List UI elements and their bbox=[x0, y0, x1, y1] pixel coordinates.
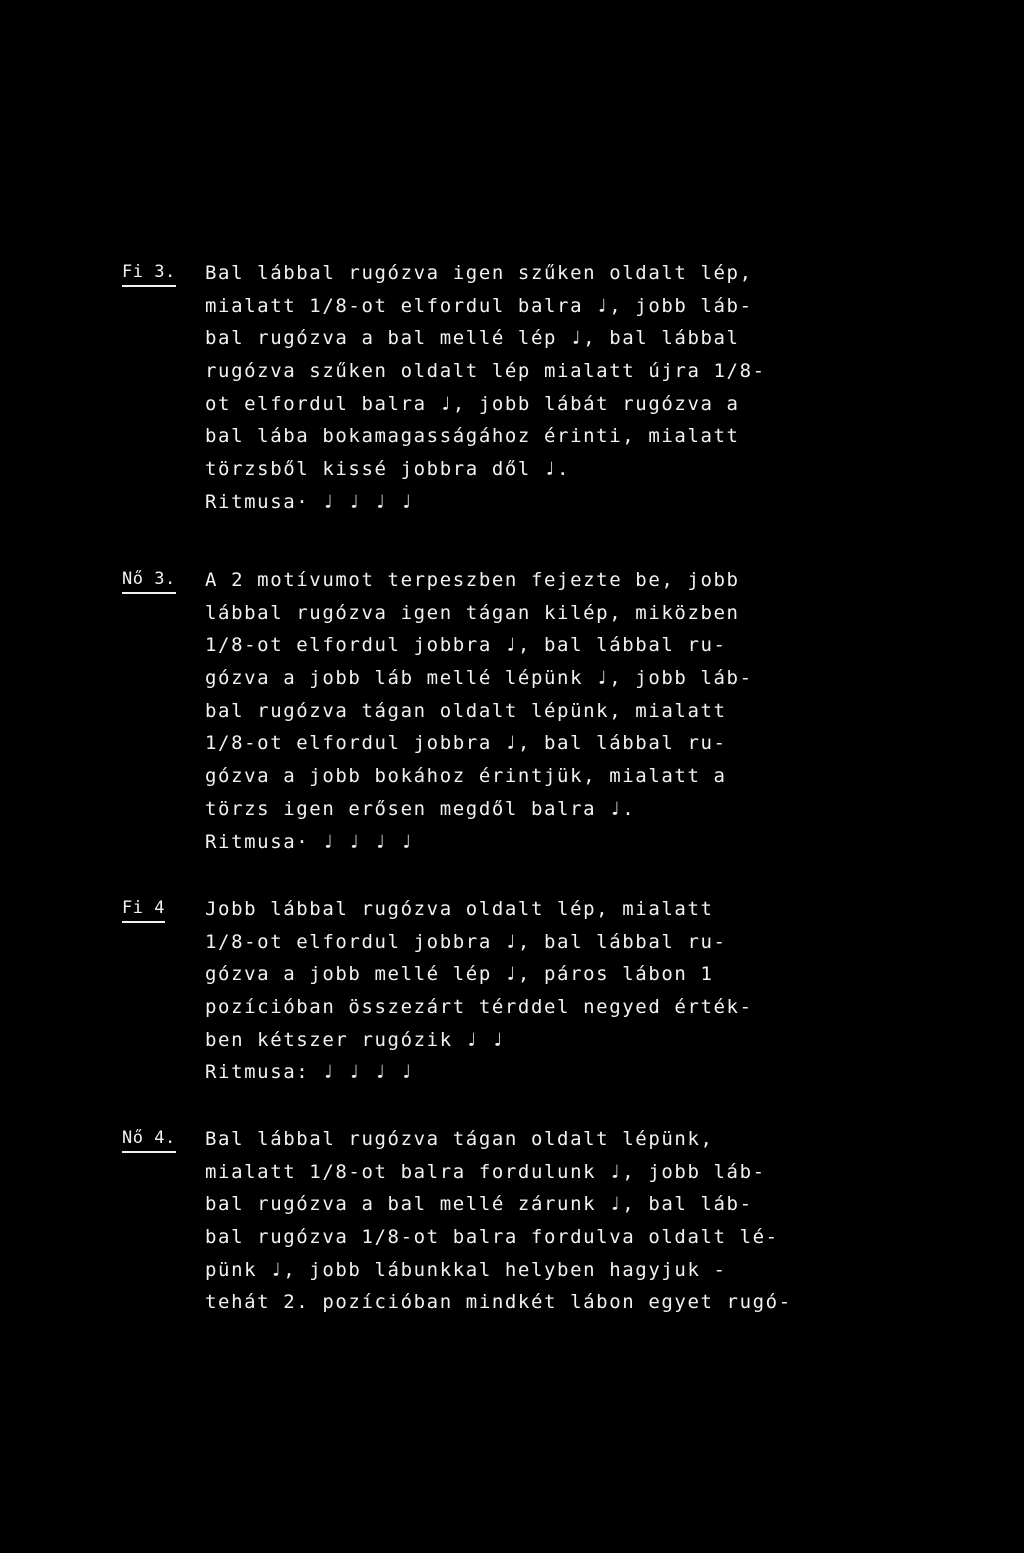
text-line: 1/8-ot elfordul jobbra ♩, bal lábbal ru- bbox=[205, 732, 727, 755]
text-line: bal rugózva a bal mellé lép ♩, bal lábbal bbox=[205, 327, 740, 350]
text-line: bal rugózva tágan oldalt lépünk, mialatt bbox=[205, 699, 727, 722]
text-line: mialatt 1/8-ot balra fordulunk ♩, jobb láb- bbox=[205, 1160, 766, 1183]
text-line: ben kétszer rugózik ♩ ♩ bbox=[205, 1028, 505, 1051]
text-line: rugózva szűken oldalt lép mialatt újra 1/8- bbox=[205, 360, 766, 383]
text-line: bal lába bokamagasságához érinti, mialatt bbox=[205, 425, 740, 448]
text-line: Bal lábbal rugózva tágan oldalt lépünk, bbox=[205, 1128, 714, 1150]
text-line: gózva a jobb bokához érintjük, mialatt a bbox=[205, 765, 727, 788]
text-line: bal rugózva a bal mellé zárunk ♩, bal láb- bbox=[205, 1193, 753, 1216]
text-line: ot elfordul balra ♩, jobb lábát rugózva a bbox=[205, 392, 740, 415]
rhythm-line: Ritmusa: ♩ ♩ ♩ ♩ bbox=[205, 1061, 414, 1084]
section-text bbox=[205, 1123, 792, 1319]
text-line: 1/8-ot elfordul jobbra ♩, bal lábbal ru- bbox=[205, 930, 727, 953]
text-line: törzsből kissé jobbra dől ♩. bbox=[205, 458, 571, 481]
text-line: mialatt 1/8-ot elfordul balra ♩, jobb láb- bbox=[205, 294, 753, 317]
text-line: Jobb lábbal rugózva oldalt lép, mialatt bbox=[205, 898, 714, 920]
section-text bbox=[205, 893, 753, 1089]
rhythm-line: Ritmusa· ♩ ♩ ♩ ♩ bbox=[205, 830, 414, 853]
section-label: Nő 3. bbox=[122, 564, 176, 594]
section-label: Fi 3. bbox=[122, 257, 176, 287]
text-line: tehát 2. pozícióban mindkét lábon egyet rugó- bbox=[205, 1291, 792, 1314]
section-text bbox=[205, 564, 753, 858]
text-line: pozícióban összezárt térddel negyed érték- bbox=[205, 996, 753, 1019]
text-line: bal rugózva 1/8-ot balra fordulva oldalt lé- bbox=[205, 1226, 779, 1249]
text-line: 1/8-ot elfordul jobbra ♩, bal lábbal ru- bbox=[205, 634, 727, 657]
text-line: törzs igen erősen megdől balra ♩. bbox=[205, 797, 636, 820]
section-label: Nő 4. bbox=[122, 1123, 176, 1153]
text-line: gózva a jobb mellé lép ♩, páros lábon 1 bbox=[205, 963, 714, 986]
section-text bbox=[205, 257, 766, 519]
text-line: gózva a jobb láb mellé lépünk ♩, jobb láb- bbox=[205, 667, 753, 690]
rhythm-line: Ritmusa· ♩ ♩ ♩ ♩ bbox=[205, 490, 414, 513]
text-line: pünk ♩, jobb lábunkkal helyben hagyjuk - bbox=[205, 1258, 727, 1281]
text-line: Bal lábbal rugózva igen szűken oldalt lép, bbox=[205, 262, 753, 284]
section-label: Fi 4 bbox=[122, 893, 165, 923]
text-line: lábbal rugózva igen tágan kilép, miközben bbox=[205, 601, 740, 624]
text-line: A 2 motívumot terpeszben fejezte be, jobb bbox=[205, 569, 740, 591]
